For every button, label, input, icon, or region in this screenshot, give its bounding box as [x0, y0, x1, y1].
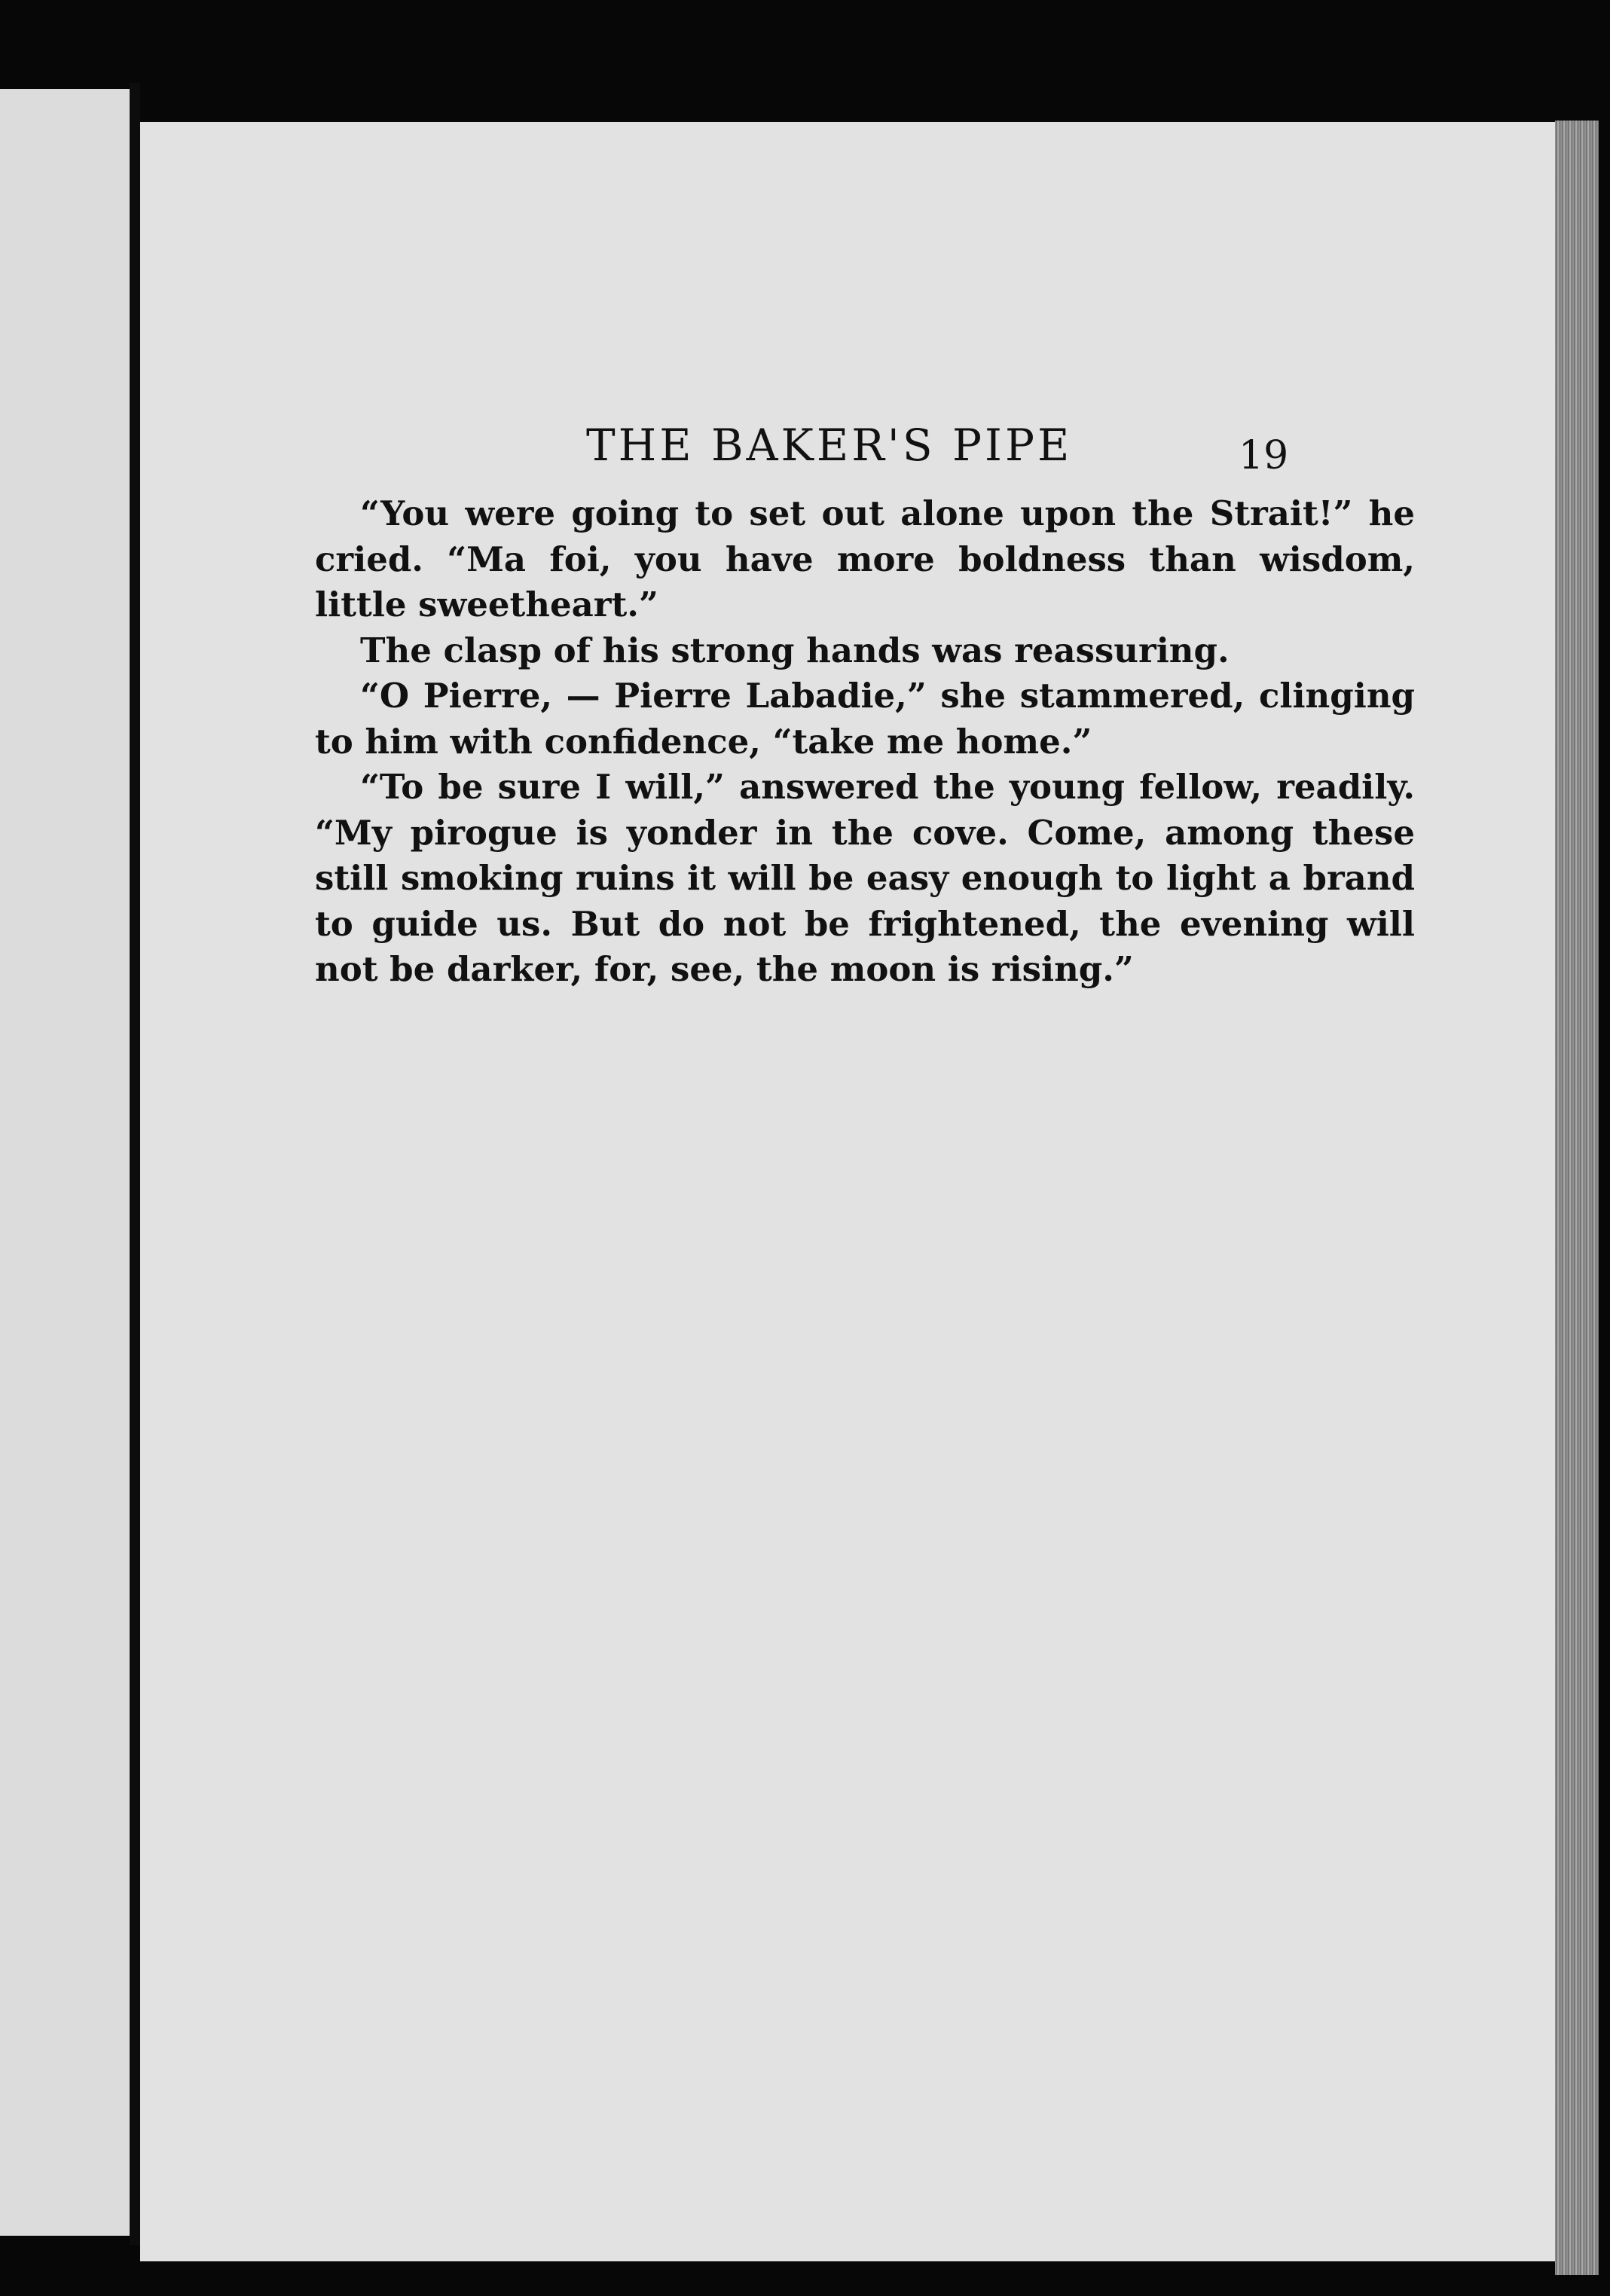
page-stack-edges [1555, 121, 1599, 2275]
paragraph: “O Pierre, — Pierre Labadie,” she stammered, clinging to him with confidence, “take me home.” [315, 676, 1415, 762]
running-head: THE BAKER'S PIPE [586, 420, 1073, 471]
book-page [140, 122, 1555, 2261]
paragraph: “You were going to set out alone upon the Strait!” he cried. “Ma foi, you have more boldness than wisdom, little sweetheart.” [315, 493, 1415, 624]
facing-page-edge [0, 89, 130, 2236]
page-number: 19 [1239, 433, 1289, 478]
paragraph: “To be sure I will,” answered the young fellow, readily. “My pirogue is yonder in the cove. Come, among these still smoking ruins it will be easy enough to light a brand to guide us. But do not be frightened, the evening will not be darker, for, see, the moon is rising.” [315, 767, 1415, 989]
book-gutter [130, 83, 140, 2245]
paragraph: The clasp of his strong hands was reassuring. [360, 630, 1230, 670]
body-text [315, 491, 1415, 993]
page-header [140, 420, 1555, 480]
